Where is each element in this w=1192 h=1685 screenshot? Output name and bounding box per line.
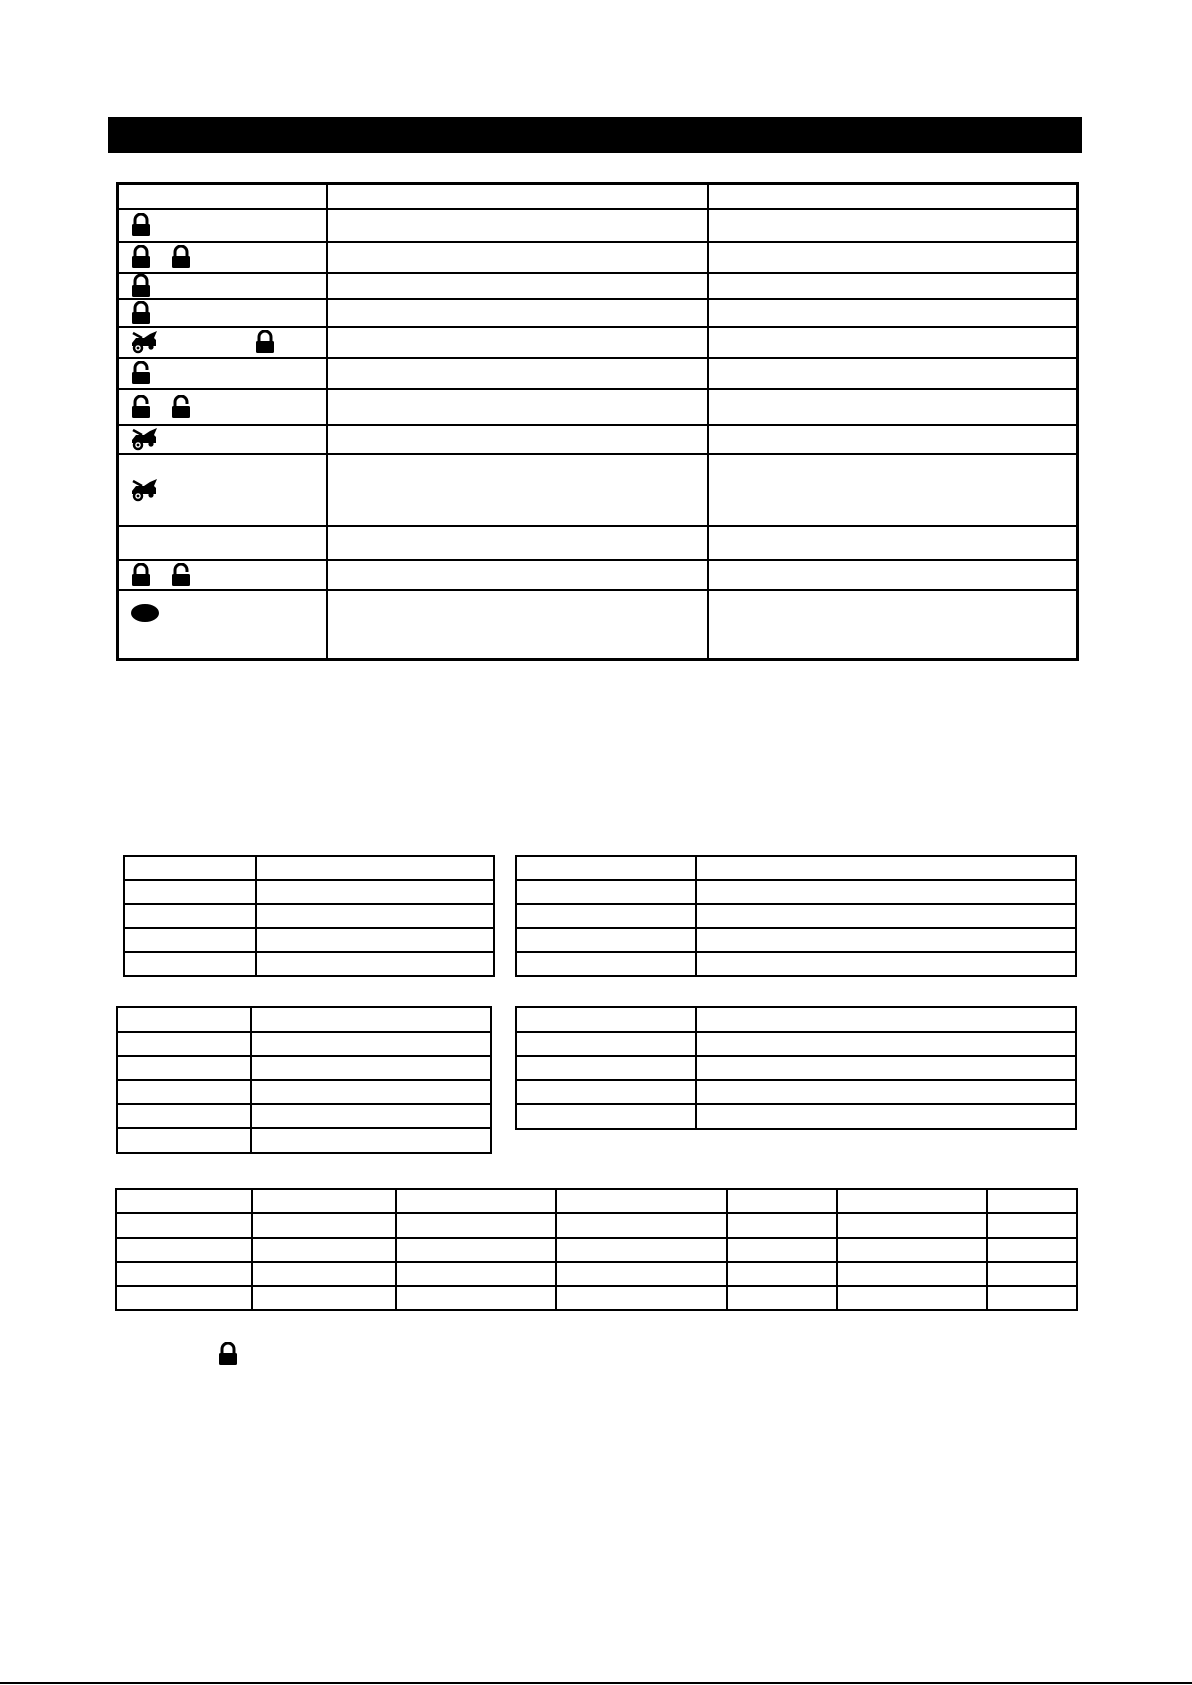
lock-closed-icon (170, 245, 192, 269)
lock-open-icon (130, 395, 152, 419)
table-row (118, 389, 1078, 425)
table-row (118, 358, 1078, 389)
table-row (116, 1189, 1077, 1213)
settings-table-top-right (515, 855, 1077, 977)
table-row (118, 425, 1078, 454)
car-trunk-open-icon (130, 478, 158, 502)
settings-table-mid-right (515, 1006, 1077, 1130)
table-row (124, 928, 494, 952)
table-row (116, 1262, 1077, 1286)
table-row (124, 856, 494, 880)
lock-closed-icon (130, 563, 152, 587)
lock-closed-icon (130, 213, 152, 237)
lock-closed-icon (254, 330, 276, 354)
table-row (516, 880, 1076, 904)
table-row (516, 856, 1076, 880)
lock-closed-icon (130, 245, 152, 269)
lock-open-icon (170, 563, 192, 587)
table-row (516, 1007, 1076, 1032)
settings-table-wide (115, 1188, 1078, 1311)
lock-closed-icon (130, 301, 152, 325)
section-header-bar (108, 117, 1082, 153)
lock-open-icon (170, 395, 192, 419)
table-row (116, 1286, 1077, 1310)
table-row (124, 952, 494, 976)
lock-closed-icon (217, 1342, 239, 1366)
table-header-row (118, 184, 1078, 209)
table-row (516, 904, 1076, 928)
table-row (118, 590, 1078, 660)
table-row (118, 209, 1078, 242)
table-row (117, 1128, 491, 1153)
table-row (118, 242, 1078, 273)
table-row (116, 1238, 1077, 1262)
table-row (117, 1056, 491, 1080)
oval-button-icon (130, 603, 160, 623)
lock-open-icon (130, 361, 152, 385)
settings-table-mid-left (116, 1006, 492, 1154)
table-row (516, 1032, 1076, 1056)
table-row (117, 1032, 491, 1056)
table-row (117, 1104, 491, 1128)
table-row (516, 952, 1076, 976)
settings-table-top-left (123, 855, 495, 977)
table-row (118, 560, 1078, 590)
remote-functions-table (116, 182, 1079, 661)
table-row (516, 1056, 1076, 1080)
table-row (124, 904, 494, 928)
car-trunk-open-icon (130, 330, 158, 354)
table-row (118, 327, 1078, 358)
table-row (116, 1213, 1077, 1238)
car-trunk-open-icon (130, 427, 158, 451)
table-row (117, 1080, 491, 1104)
table-row (118, 526, 1078, 560)
lock-closed-icon (130, 274, 152, 298)
page-bottom-rule (0, 1682, 1192, 1684)
table-row (516, 1104, 1076, 1129)
table-row (117, 1007, 491, 1032)
table-row (516, 928, 1076, 952)
table-row (118, 454, 1078, 526)
table-row (516, 1080, 1076, 1104)
table-row (118, 273, 1078, 299)
table-row (118, 299, 1078, 327)
table-row (124, 880, 494, 904)
